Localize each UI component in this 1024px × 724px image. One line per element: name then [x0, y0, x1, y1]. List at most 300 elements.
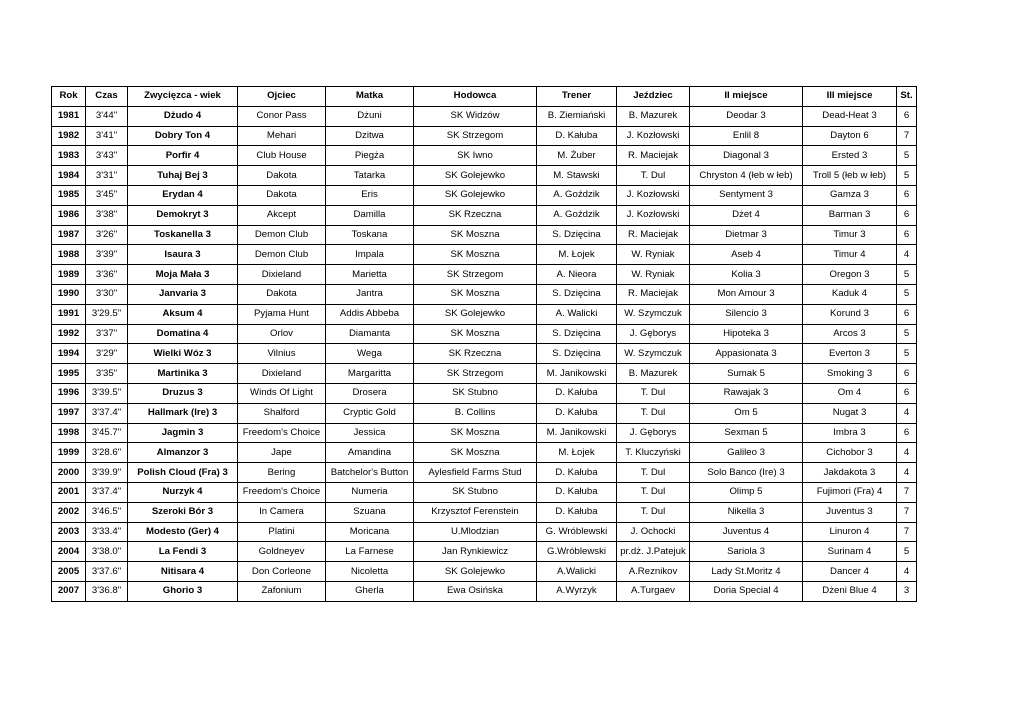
- cell-trainer: D. Kałuba: [537, 383, 617, 403]
- cell-dam: Impala: [326, 245, 414, 265]
- table-body: [52, 106, 917, 601]
- cell-breeder: SK Golejewko: [414, 304, 537, 324]
- cell-third-place: Kaduk 4: [803, 284, 897, 304]
- cell-starters: 3: [897, 581, 917, 601]
- cell-sire: Dixieland: [238, 265, 326, 285]
- cell-breeder: SK Golejewko: [414, 562, 537, 582]
- cell-second-place: Lady St.Moritz 4: [690, 562, 803, 582]
- cell-jockey: pr.dż. J.Patejuk: [617, 542, 690, 562]
- cell-jockey: J. Ochocki: [617, 522, 690, 542]
- cell-trainer: M. Łojek: [537, 245, 617, 265]
- cell-third-place: Dayton 6: [803, 126, 897, 146]
- cell-starters: 6: [897, 364, 917, 384]
- cell-trainer: G.Wróblewski: [537, 542, 617, 562]
- cell-sire: Vilnius: [238, 344, 326, 364]
- cell-second-place: Enlil 8: [690, 126, 803, 146]
- cell-third-place: Juventus 3: [803, 502, 897, 522]
- cell-trainer: M. Łojek: [537, 443, 617, 463]
- table-row: [52, 463, 917, 483]
- cell-year: 1988: [52, 245, 86, 265]
- cell-sire: Don Corleone: [238, 562, 326, 582]
- cell-sire: Demon Club: [238, 225, 326, 245]
- table-row: [52, 542, 917, 562]
- cell-year: 1994: [52, 344, 86, 364]
- cell-jockey: J. Kozłowski: [617, 185, 690, 205]
- cell-jockey: W. Ryniak: [617, 245, 690, 265]
- table-row: [52, 403, 917, 423]
- cell-starters: 7: [897, 502, 917, 522]
- cell-second-place: Deodar 3: [690, 106, 803, 126]
- cell-starters: 6: [897, 106, 917, 126]
- cell-starters: 4: [897, 245, 917, 265]
- cell-time: 3'26": [86, 225, 128, 245]
- cell-second-place: Solo Banco (Ire) 3: [690, 463, 803, 483]
- cell-winner: Szeroki Bór 3: [128, 502, 238, 522]
- table-row: [52, 146, 917, 166]
- cell-jockey: B. Mazurek: [617, 106, 690, 126]
- cell-jockey: W. Szymczuk: [617, 304, 690, 324]
- cell-dam: Nicoletta: [326, 562, 414, 582]
- cell-dam: Wega: [326, 344, 414, 364]
- cell-year: 2004: [52, 542, 86, 562]
- cell-time: 3'29": [86, 344, 128, 364]
- cell-trainer: M. Janikowski: [537, 423, 617, 443]
- cell-sire: Akcept: [238, 205, 326, 225]
- table-row: [52, 106, 917, 126]
- cell-time: 3'37.4": [86, 403, 128, 423]
- cell-year: 1989: [52, 265, 86, 285]
- cell-trainer: D. Kałuba: [537, 403, 617, 423]
- cell-second-place: Om 5: [690, 403, 803, 423]
- cell-third-place: Nugat 3: [803, 403, 897, 423]
- table-row: [52, 284, 917, 304]
- cell-time: 3'39.5": [86, 383, 128, 403]
- cell-time: 3'44": [86, 106, 128, 126]
- table-header: [52, 87, 917, 107]
- table-row: [52, 562, 917, 582]
- cell-time: 3'39": [86, 245, 128, 265]
- header-row: [52, 87, 917, 107]
- cell-sire: Shalford: [238, 403, 326, 423]
- cell-jockey: T. Dul: [617, 403, 690, 423]
- cell-starters: 4: [897, 463, 917, 483]
- cell-starters: 4: [897, 443, 917, 463]
- cell-dam: Addis Abbeba: [326, 304, 414, 324]
- table-row: [52, 245, 917, 265]
- cell-dam: Amandina: [326, 443, 414, 463]
- cell-dam: Gherla: [326, 581, 414, 601]
- cell-second-place: Appasionata 3: [690, 344, 803, 364]
- cell-trainer: M. Stawski: [537, 166, 617, 186]
- cell-time: 3'33.4": [86, 522, 128, 542]
- cell-sire: Bering: [238, 463, 326, 483]
- results-table: [51, 86, 917, 602]
- cell-starters: 5: [897, 284, 917, 304]
- cell-starters: 6: [897, 383, 917, 403]
- cell-winner: Dobry Ton 4: [128, 126, 238, 146]
- cell-winner: Wielki Wóz 3: [128, 344, 238, 364]
- cell-time: 3'38.0": [86, 542, 128, 562]
- table-row: [52, 522, 917, 542]
- cell-breeder: SK Moszna: [414, 225, 537, 245]
- cell-breeder: B. Collins: [414, 403, 537, 423]
- cell-second-place: Olimp 5: [690, 482, 803, 502]
- header-ii-miejsce: II miejsce: [690, 87, 803, 107]
- cell-sire: Dixieland: [238, 364, 326, 384]
- cell-sire: Demon Club: [238, 245, 326, 265]
- cell-starters: 5: [897, 344, 917, 364]
- cell-trainer: M. Żuber: [537, 146, 617, 166]
- cell-time: 3'36": [86, 265, 128, 285]
- table-row: [52, 185, 917, 205]
- cell-trainer: S. Dzięcina: [537, 324, 617, 344]
- table-row: [52, 324, 917, 344]
- cell-time: 3'45": [86, 185, 128, 205]
- cell-year: 2007: [52, 581, 86, 601]
- cell-dam: Diamanta: [326, 324, 414, 344]
- cell-breeder: SK Strzegom: [414, 265, 537, 285]
- cell-dam: Damilla: [326, 205, 414, 225]
- cell-time: 3'37": [86, 324, 128, 344]
- cell-dam: La Farnese: [326, 542, 414, 562]
- cell-third-place: Dżeni Blue 4: [803, 581, 897, 601]
- cell-dam: Batchelor's Button: [326, 463, 414, 483]
- cell-breeder: SK Rzeczna: [414, 205, 537, 225]
- cell-winner: Dżudo 4: [128, 106, 238, 126]
- cell-jockey: J. Gęborys: [617, 324, 690, 344]
- cell-year: 1995: [52, 364, 86, 384]
- cell-dam: Jessica: [326, 423, 414, 443]
- cell-dam: Tatarka: [326, 166, 414, 186]
- cell-third-place: Korund 3: [803, 304, 897, 324]
- cell-jockey: T. Kluczyński: [617, 443, 690, 463]
- cell-sire: Dakota: [238, 185, 326, 205]
- cell-trainer: M. Janikowski: [537, 364, 617, 384]
- cell-breeder: SK Stubno: [414, 383, 537, 403]
- cell-starters: 5: [897, 324, 917, 344]
- cell-jockey: T. Dul: [617, 482, 690, 502]
- cell-time: 3'41": [86, 126, 128, 146]
- cell-winner: Ghorio 3: [128, 581, 238, 601]
- cell-third-place: Fujimori (Fra) 4: [803, 482, 897, 502]
- cell-trainer: S. Dzięcina: [537, 344, 617, 364]
- cell-sire: Dakota: [238, 166, 326, 186]
- cell-trainer: A. Nieora: [537, 265, 617, 285]
- cell-starters: 5: [897, 265, 917, 285]
- cell-dam: Drosera: [326, 383, 414, 403]
- cell-sire: Freedom's Choice: [238, 423, 326, 443]
- cell-jockey: J. Kozłowski: [617, 126, 690, 146]
- header-trener: Trener: [537, 87, 617, 107]
- cell-time: 3'35": [86, 364, 128, 384]
- cell-trainer: S. Dzięcina: [537, 284, 617, 304]
- cell-breeder: SK Widzów: [414, 106, 537, 126]
- cell-time: 3'37.4": [86, 482, 128, 502]
- cell-sire: Goldneyev: [238, 542, 326, 562]
- cell-breeder: SK Moszna: [414, 423, 537, 443]
- cell-year: 1996: [52, 383, 86, 403]
- cell-third-place: Barman 3: [803, 205, 897, 225]
- cell-year: 1992: [52, 324, 86, 344]
- cell-second-place: Sariola 3: [690, 542, 803, 562]
- cell-dam: Eris: [326, 185, 414, 205]
- cell-breeder: SK Moszna: [414, 245, 537, 265]
- cell-sire: Conor Pass: [238, 106, 326, 126]
- cell-sire: Jape: [238, 443, 326, 463]
- cell-third-place: Gamza 3: [803, 185, 897, 205]
- cell-winner: La Fendi 3: [128, 542, 238, 562]
- cell-winner: Toskanella 3: [128, 225, 238, 245]
- cell-second-place: Mon Amour 3: [690, 284, 803, 304]
- cell-dam: Szuana: [326, 502, 414, 522]
- cell-time: 3'46.5": [86, 502, 128, 522]
- cell-second-place: Dżet 4: [690, 205, 803, 225]
- cell-year: 1985: [52, 185, 86, 205]
- cell-year: 1981: [52, 106, 86, 126]
- header-matka: Matka: [326, 87, 414, 107]
- cell-year: 2001: [52, 482, 86, 502]
- cell-second-place: Kolia 3: [690, 265, 803, 285]
- cell-trainer: D. Kałuba: [537, 463, 617, 483]
- cell-trainer: A. Walicki: [537, 304, 617, 324]
- cell-second-place: Silencio 3: [690, 304, 803, 324]
- cell-breeder: SK Strzegom: [414, 364, 537, 384]
- cell-third-place: Dead-Heat 3: [803, 106, 897, 126]
- cell-year: 1999: [52, 443, 86, 463]
- cell-second-place: Rawajak 3: [690, 383, 803, 403]
- cell-sire: Platini: [238, 522, 326, 542]
- cell-dam: Jantra: [326, 284, 414, 304]
- cell-dam: Dzitwa: [326, 126, 414, 146]
- cell-trainer: D. Kałuba: [537, 126, 617, 146]
- cell-breeder: SK Moszna: [414, 324, 537, 344]
- cell-third-place: Timur 3: [803, 225, 897, 245]
- cell-winner: Porfir 4: [128, 146, 238, 166]
- cell-breeder: SK Moszna: [414, 443, 537, 463]
- cell-jockey: W. Szymczuk: [617, 344, 690, 364]
- cell-starters: 7: [897, 482, 917, 502]
- cell-third-place: Om 4: [803, 383, 897, 403]
- cell-third-place: Linuron 4: [803, 522, 897, 542]
- cell-trainer: A.Wyrzyk: [537, 581, 617, 601]
- cell-winner: Polish Cloud (Fra) 3: [128, 463, 238, 483]
- cell-year: 1997: [52, 403, 86, 423]
- header-jezdziec: Jeździec: [617, 87, 690, 107]
- cell-sire: Freedom's Choice: [238, 482, 326, 502]
- cell-trainer: B. Ziemiański: [537, 106, 617, 126]
- table-row: [52, 126, 917, 146]
- header-zwyciezca: Zwycięzca - wiek: [128, 87, 238, 107]
- table-row: [52, 383, 917, 403]
- cell-winner: Martinika 3: [128, 364, 238, 384]
- cell-dam: Dżuni: [326, 106, 414, 126]
- cell-second-place: Sumak 5: [690, 364, 803, 384]
- cell-time: 3'30": [86, 284, 128, 304]
- cell-sire: Orlov: [238, 324, 326, 344]
- table-row: [52, 581, 917, 601]
- cell-sire: Winds Of Light: [238, 383, 326, 403]
- cell-third-place: Dancer 4: [803, 562, 897, 582]
- cell-third-place: Imbra 3: [803, 423, 897, 443]
- cell-third-place: Troll 5 (łeb w łeb): [803, 166, 897, 186]
- cell-trainer: A. Goździk: [537, 205, 617, 225]
- cell-second-place: Sentyment 3: [690, 185, 803, 205]
- table-row: [52, 423, 917, 443]
- cell-second-place: Aseb 4: [690, 245, 803, 265]
- cell-time: 3'37.6": [86, 562, 128, 582]
- cell-jockey: R. Maciejak: [617, 225, 690, 245]
- cell-third-place: Oregon 3: [803, 265, 897, 285]
- cell-year: 1987: [52, 225, 86, 245]
- header-starters: St.: [897, 87, 917, 107]
- cell-year: 2003: [52, 522, 86, 542]
- cell-second-place: Hipoteka 3: [690, 324, 803, 344]
- cell-sire: Mehari: [238, 126, 326, 146]
- cell-winner: Hallmark (Ire) 3: [128, 403, 238, 423]
- table-row: [52, 443, 917, 463]
- cell-second-place: Nikella 3: [690, 502, 803, 522]
- cell-year: 1991: [52, 304, 86, 324]
- cell-time: 3'39.9": [86, 463, 128, 483]
- cell-sire: Dakota: [238, 284, 326, 304]
- cell-dam: Marietta: [326, 265, 414, 285]
- cell-winner: Erydan 4: [128, 185, 238, 205]
- cell-winner: Domatina 4: [128, 324, 238, 344]
- cell-sire: In Camera: [238, 502, 326, 522]
- table-row: [52, 166, 917, 186]
- cell-breeder: U.Mlodzian: [414, 522, 537, 542]
- cell-winner: Nitisara 4: [128, 562, 238, 582]
- cell-third-place: Jakdakota 3: [803, 463, 897, 483]
- cell-second-place: Diagonal 3: [690, 146, 803, 166]
- cell-winner: Aksum 4: [128, 304, 238, 324]
- header-hodowca: Hodowca: [414, 87, 537, 107]
- cell-third-place: Everton 3: [803, 344, 897, 364]
- cell-trainer: A.Walicki: [537, 562, 617, 582]
- cell-breeder: SK Rzeczna: [414, 344, 537, 364]
- cell-year: 1998: [52, 423, 86, 443]
- cell-starters: 5: [897, 542, 917, 562]
- cell-winner: Isaura 3: [128, 245, 238, 265]
- cell-jockey: T. Dul: [617, 383, 690, 403]
- cell-sire: Pyjama Hunt: [238, 304, 326, 324]
- table-row: [52, 205, 917, 225]
- cell-starters: 7: [897, 522, 917, 542]
- cell-third-place: Surinam 4: [803, 542, 897, 562]
- cell-jockey: A.Reznikov: [617, 562, 690, 582]
- cell-breeder: SK Strzegom: [414, 126, 537, 146]
- cell-jockey: T. Dul: [617, 463, 690, 483]
- cell-year: 1986: [52, 205, 86, 225]
- cell-time: 3'43": [86, 146, 128, 166]
- cell-year: 2005: [52, 562, 86, 582]
- cell-second-place: Juventus 4: [690, 522, 803, 542]
- cell-second-place: Sexman 5: [690, 423, 803, 443]
- cell-year: 1990: [52, 284, 86, 304]
- cell-winner: Demokryt 3: [128, 205, 238, 225]
- cell-starters: 6: [897, 304, 917, 324]
- cell-breeder: Ewa Osińska: [414, 581, 537, 601]
- header-iii-miejsce: III miejsce: [803, 87, 897, 107]
- cell-time: 3'29.5": [86, 304, 128, 324]
- table-row: [52, 502, 917, 522]
- cell-second-place: Dietmar 3: [690, 225, 803, 245]
- cell-starters: 6: [897, 185, 917, 205]
- cell-breeder: SK Iwno: [414, 146, 537, 166]
- cell-year: 1983: [52, 146, 86, 166]
- cell-jockey: J. Kozłowski: [617, 205, 690, 225]
- cell-jockey: T. Dul: [617, 166, 690, 186]
- cell-jockey: J. Gęborys: [617, 423, 690, 443]
- cell-breeder: SK Moszna: [414, 284, 537, 304]
- cell-dam: Moricana: [326, 522, 414, 542]
- header-rok: Rok: [52, 87, 86, 107]
- cell-breeder: SK Golejewko: [414, 166, 537, 186]
- cell-dam: Piegża: [326, 146, 414, 166]
- cell-starters: 4: [897, 562, 917, 582]
- cell-breeder: Jan Rynkiewicz: [414, 542, 537, 562]
- cell-starters: 7: [897, 126, 917, 146]
- cell-winner: Modesto (Ger) 4: [128, 522, 238, 542]
- cell-winner: Druzus 3: [128, 383, 238, 403]
- cell-time: 3'31": [86, 166, 128, 186]
- cell-year: 2000: [52, 463, 86, 483]
- cell-year: 1982: [52, 126, 86, 146]
- cell-breeder: Krzysztof Ferenstein: [414, 502, 537, 522]
- cell-third-place: Timur 4: [803, 245, 897, 265]
- cell-trainer: D. Kałuba: [537, 502, 617, 522]
- table-row: [52, 482, 917, 502]
- cell-dam: Numeria: [326, 482, 414, 502]
- cell-time: 3'28.6": [86, 443, 128, 463]
- cell-trainer: D. Kałuba: [537, 482, 617, 502]
- cell-third-place: Arcos 3: [803, 324, 897, 344]
- header-czas: Czas: [86, 87, 128, 107]
- cell-second-place: Chryston 4 (łeb w łeb): [690, 166, 803, 186]
- cell-starters: 6: [897, 225, 917, 245]
- cell-winner: Jagmin 3: [128, 423, 238, 443]
- cell-jockey: A.Turgaev: [617, 581, 690, 601]
- cell-sire: Club House: [238, 146, 326, 166]
- cell-starters: 4: [897, 403, 917, 423]
- table-row: [52, 265, 917, 285]
- cell-winner: Moja Mała 3: [128, 265, 238, 285]
- table-row: [52, 304, 917, 324]
- cell-time: 3'38": [86, 205, 128, 225]
- header-ojciec: Ojciec: [238, 87, 326, 107]
- cell-dam: Toskana: [326, 225, 414, 245]
- cell-starters: 5: [897, 146, 917, 166]
- cell-third-place: Smoking 3: [803, 364, 897, 384]
- cell-second-place: Galileo 3: [690, 443, 803, 463]
- cell-winner: Janvaria 3: [128, 284, 238, 304]
- cell-breeder: Aylesfield Farms Stud: [414, 463, 537, 483]
- cell-jockey: W. Ryniak: [617, 265, 690, 285]
- cell-second-place: Doria Special 4: [690, 581, 803, 601]
- cell-jockey: R. Maciejak: [617, 146, 690, 166]
- cell-starters: 5: [897, 166, 917, 186]
- cell-jockey: T. Dul: [617, 502, 690, 522]
- cell-jockey: R. Maciejak: [617, 284, 690, 304]
- cell-year: 2002: [52, 502, 86, 522]
- cell-time: 3'36.8": [86, 581, 128, 601]
- cell-sire: Zafonium: [238, 581, 326, 601]
- table-row: [52, 364, 917, 384]
- cell-winner: Tuhaj Bej 3: [128, 166, 238, 186]
- cell-starters: 6: [897, 423, 917, 443]
- cell-jockey: B. Mazurek: [617, 364, 690, 384]
- cell-winner: Nurzyk 4: [128, 482, 238, 502]
